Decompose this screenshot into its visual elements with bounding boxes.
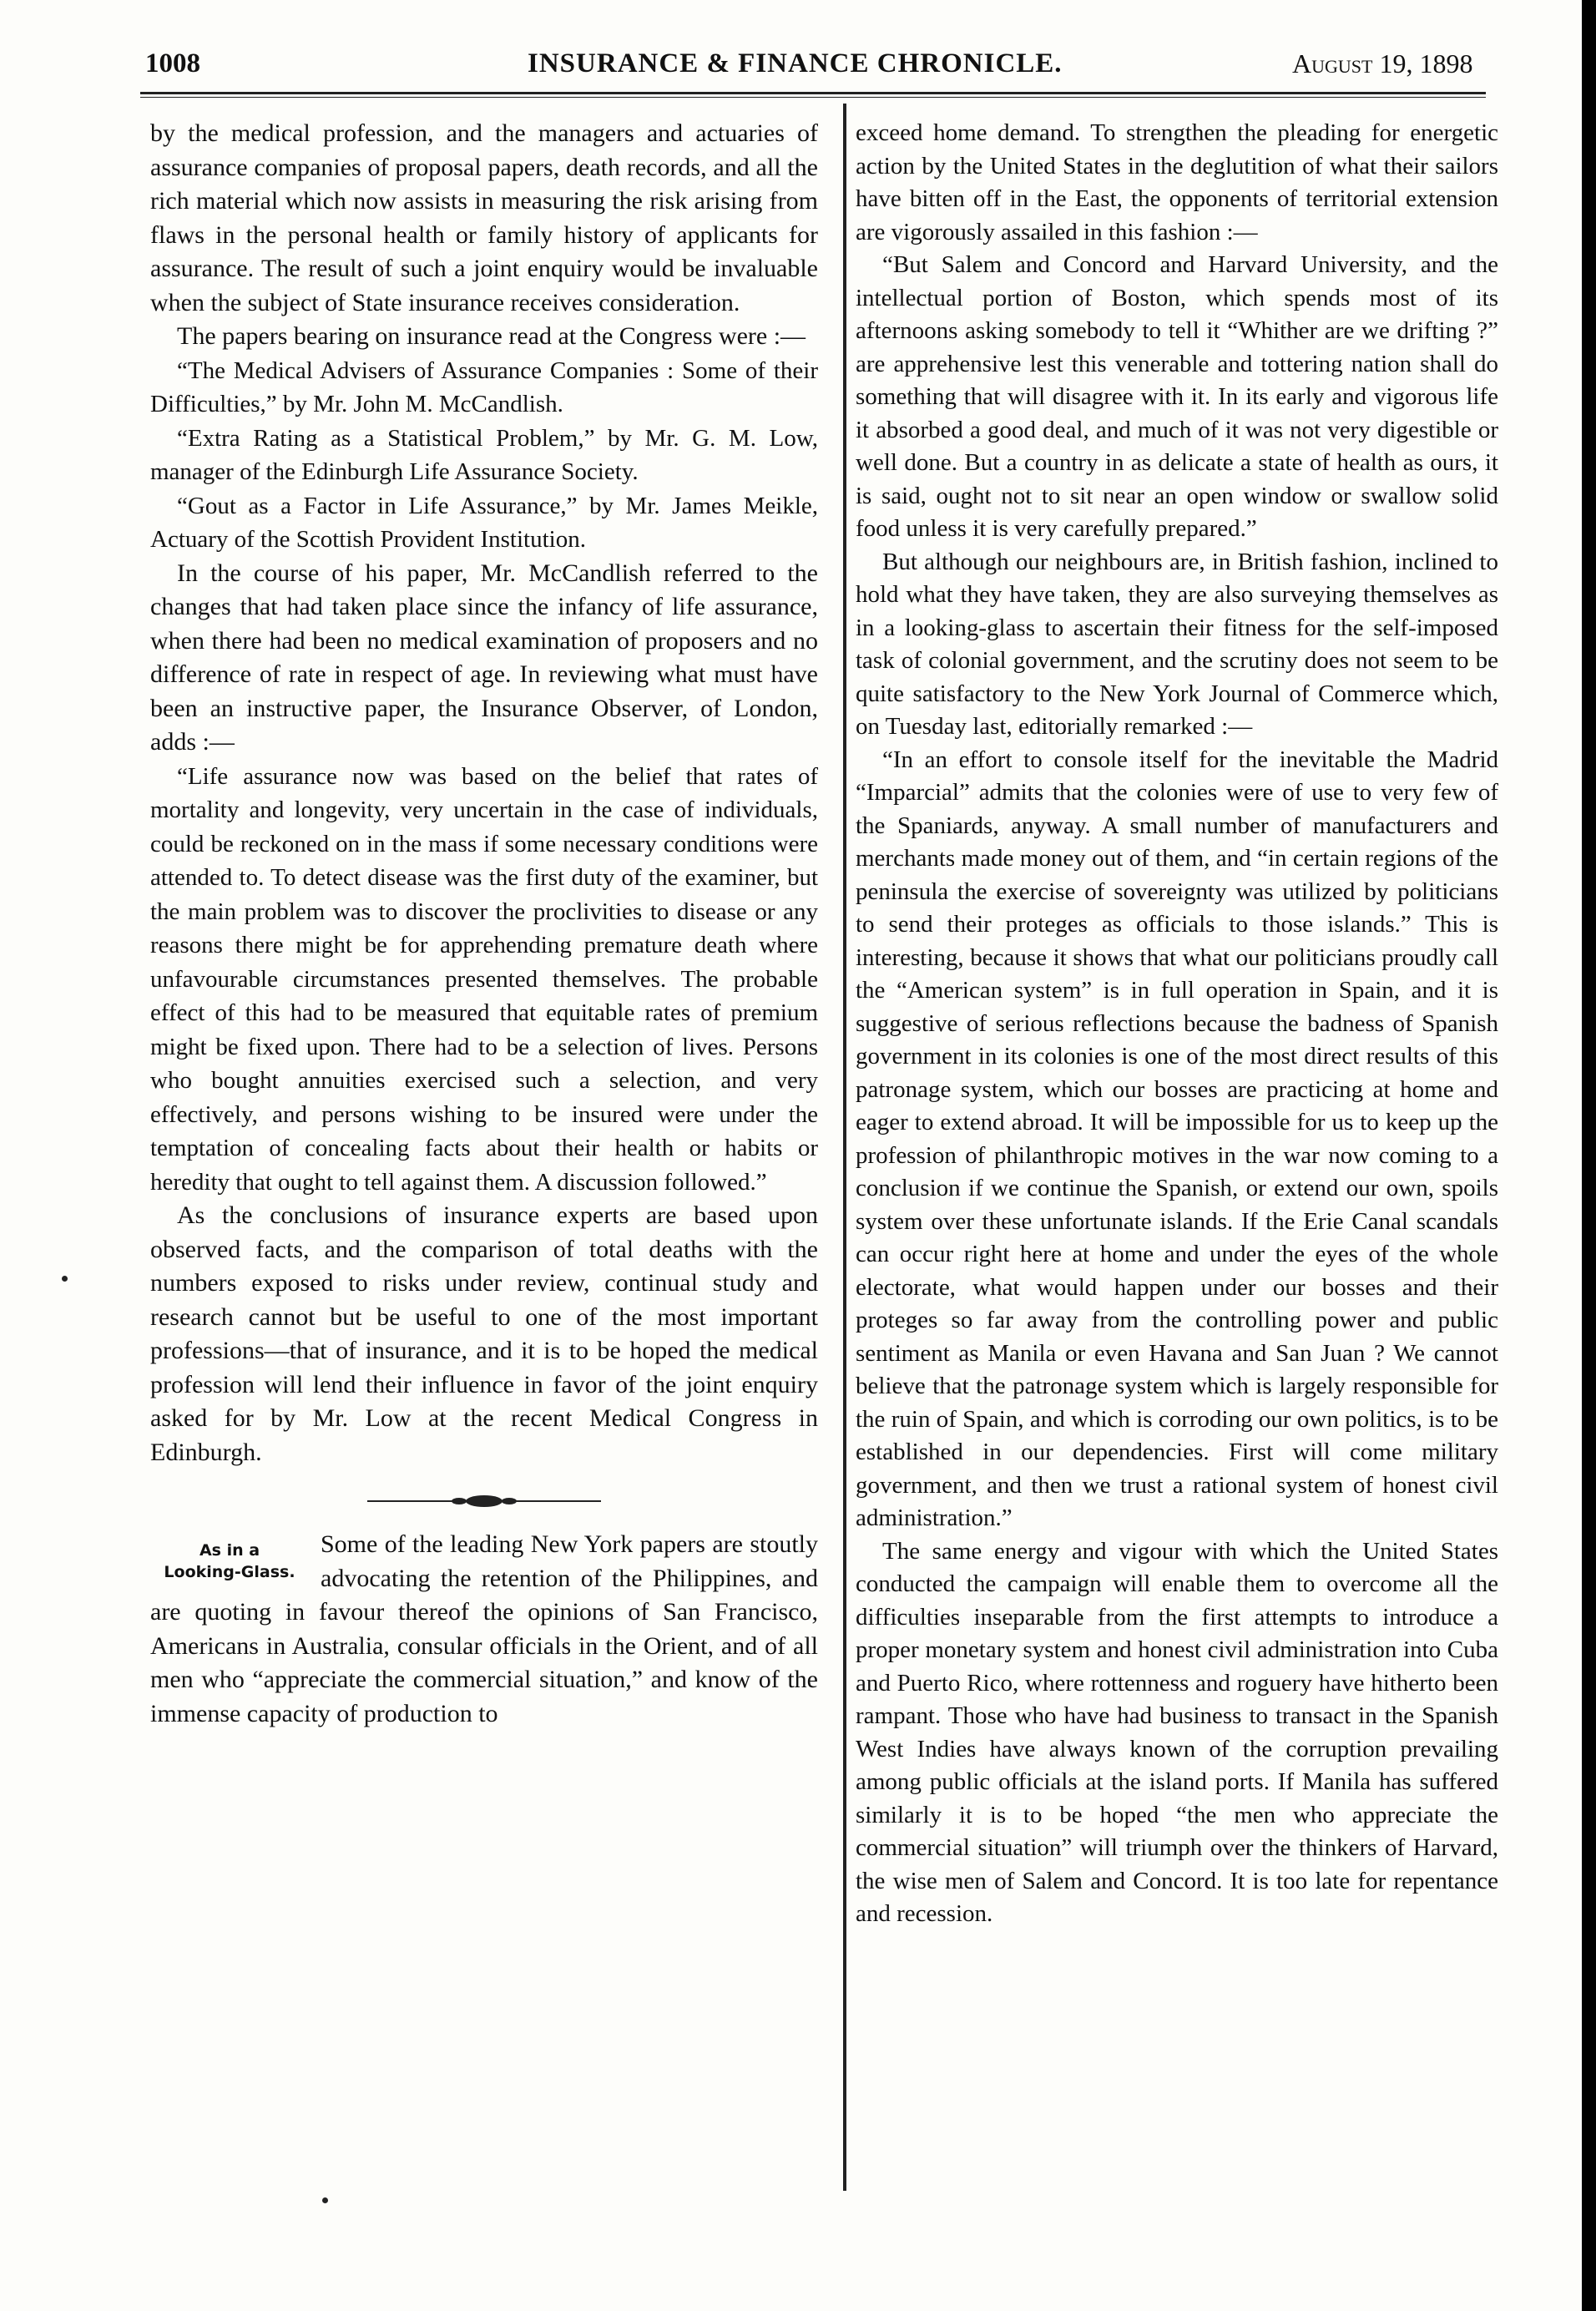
- issue-date: August 19, 1898: [1292, 48, 1473, 78]
- ink-speck: [322, 2197, 328, 2203]
- paper-title-3: “Gout as a Factor in Life Assurance,” by Mr. James Meikle, Actuary of the Scottish Provident Institution.: [150, 492, 818, 553]
- paragraph: by the medical profession, and the managers and actuaries of assurance companies of proposal papers, death records, and all the rich material which now assists in measuring the risk arising from flaws in the personal health or family history of applicants for assurance. The result of such a joint enquiry would be invaluable when the subject of State insurance receives consideration.: [150, 119, 818, 316]
- paragraph: Some of the leading New York papers are stoutly advocating the retention of the Philippines, and are quoting in favour thereof the opinions of San Francisco, Americans in Australia, consular officials in the Orient, and of all men who “appreciate the commercial situation,” and know of the immense capacity of production to: [150, 1530, 818, 1727]
- quotation: “In an effort to console itself for the inevitable the Madrid “Imparcial” admits that the colonies were of use to very few of the Spaniards, anyway. A small number of manufacturers and merchants made money out of them, and “in certain regions of the peninsula the exercise of sovereignty was utilized by politicians to send their proteges as officials to those islands.” This is interesting, because it shows that what our politicians proudly call the “American system” is in full operation in Spain, and it is suggestive of serious reflections because the badness of Spanish government in its colonies is one of the most direct results of this patronage system, which our bosses are practicing at home and eager to extend abroad. It will be impossible for us to keep up the profession of philanthropic motives in the war now coming to a conclusion if we continue the Spanish, or extend our own, spoils system over these unfortunate islands. If the Erie Canal scandals can occur right here at home and under the eyes of the whole electorate, what would happen under our bosses and their proteges so far away from the controlling power and public sentiment as Manila or even Havana and San Juan ? We cannot believe that the patronage system which is largely responsible for the ruin of Spain, and which is corroding our own politics, is to be established in our dependencies. First will come military government, and then we trust a rational system of honest civil administration.”: [856, 746, 1498, 1531]
- side-heading-line: Looking-Glass.: [164, 1563, 295, 1581]
- quotation: “But Salem and Concord and Harvard University, and the intellectual portion of Boston, which spends most of its afternoons asking somebody to tell it “Whither are we drifting ?” are apprehensive lest this venerable and tottering nation shall do something that will disagree with it. In its early and vigorous life it absorbed a good deal, and much of it was not very digestible or well done. But a country in as delicate a state of health as ours, it is said, ought not to sit near an open window or swallow solid food unless it is very carefully prepared.”: [856, 251, 1498, 542]
- left-column: [150, 117, 818, 1731]
- paper-title-1: “The Medical Advisers of Assurance Companies : Some of their Difficulties,” by Mr. John M. McCandlish.: [150, 357, 818, 417]
- paragraph: As the conclusions of insurance experts are based upon observed facts, and the comparison of total deaths with the numbers exposed to risks under review, continual study and research cannot but be useful to one of the most important professions—that of insurance, and it is to be hoped the medical profession will lend their influence in favor of the joint enquiry asked for by Mr. Low at the recent Medical Congress in Edinburgh.: [150, 1201, 818, 1466]
- paragraph: The same energy and vigour with which the United States conducted the campaign will enable them to overcome all the difficulties inseparable from the first attempts to introduce a proper monetary system and honest civil administration into Cuba and Puerto Rico, where rottenness and roguery have hitherto been rampant. Those who have had business to transact in the Spanish West Indies have always known of the corruption prevailing among public officials at the island ports. If Manila has suffered similarly it is to be hoped “the men who appreciate the commercial situation” will triumph over the thinkers of Harvard, the wise men of Salem and Concord. It is too late for repentance and recession.: [856, 1537, 1498, 1927]
- quotation: “Life assurance now was based on the belief that rates of mortality and longevity, very uncertain in the case of individuals, could be reckoned on in the mass if some necessary conditions were attended to. To detect disease was the first duty of the examiner, but the main problem was to discover the proclivities to disease or any reasons there might be for apprehending premature death where unfavourable circumstances presented themselves. The probable effect of this had to be measured that equitable rates of premium might be fixed upon. There had to be a selection of lives. Persons who bought annuities exercised such a selection, and very effectively, and persons wishing to be insured were under the temptation of concealing facts about their health or habits or heredity that ought to tell against them. A discussion followed.”: [150, 762, 818, 1196]
- header-rule-thin: [140, 97, 1486, 98]
- publication-title: INSURANCE & FINANCE CHRONICLE.: [528, 48, 1063, 78]
- section-ornament: [150, 1491, 818, 1511]
- column-divider: [843, 104, 846, 2191]
- ornament-divider-icon: [367, 1491, 601, 1511]
- side-heading-line: As in a: [199, 1541, 260, 1560]
- paragraph: But although our neighbours are, in British fashion, inclined to hold what they have taken, they are also surveying themselves as in a looking-glass to ascertain their fitness for the self-imposed task of colonial government, and the scrutiny does not seem to be quite satisfactory to the New York Journal of Commerce which, on Tuesday last, editorially remarked :—: [856, 548, 1498, 740]
- ink-speck: [62, 1276, 68, 1282]
- side-heading: [150, 1540, 309, 1583]
- paragraph: In the course of his paper, Mr. McCandlish referred to the changes that had taken place since the infancy of life assurance, when there had been no medical examination of proposers and no difference of rate in respect of age. In reviewing what must have been an instructive paper, the Insurance Observer, of London, adds :—: [150, 559, 818, 756]
- right-column: [856, 117, 1498, 1931]
- paragraph: exceed home demand. To strengthen the pleading for energetic action by the United States in the deglutition of what their sailors have bitten off in the East, the opponents of territorial extension are vigorously assailed in this fashion :—: [856, 119, 1498, 245]
- page-number: 1008: [145, 48, 200, 78]
- header-rule: [140, 92, 1486, 94]
- paper-title-2: “Extra Rating as a Statistical Problem,” by Mr. G. M. Low, manager of the Edinburgh Life Assurance Society.: [150, 424, 818, 485]
- paragraph: The papers bearing on insurance read at the Congress were :—: [177, 322, 806, 350]
